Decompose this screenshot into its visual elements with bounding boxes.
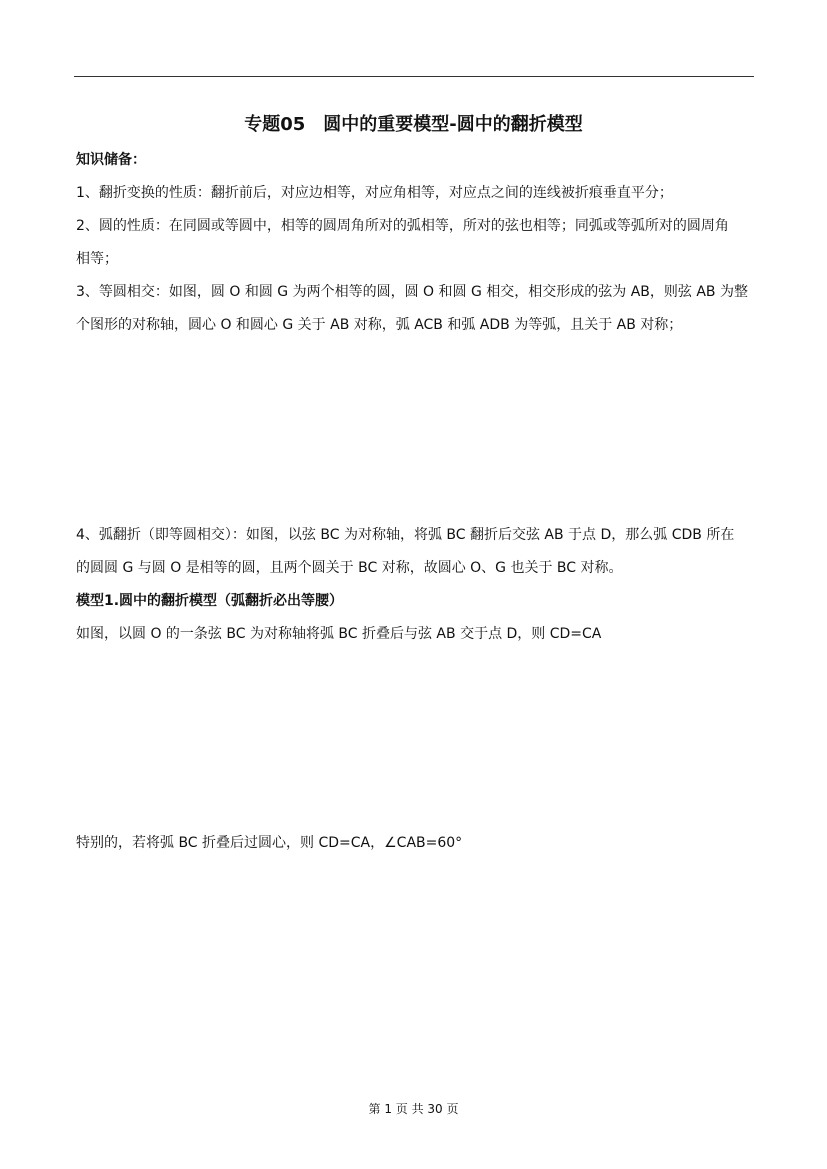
label-g: G xyxy=(254,429,265,445)
label-b: B xyxy=(219,775,229,791)
page-footer: 第 1 页 共 30 页 xyxy=(368,1102,459,1116)
label-c: C xyxy=(425,374,436,390)
label-d: D xyxy=(127,784,138,800)
text-line: 如图，以圆 O 的一条弦 BC 为对称轴将弧 BC 折叠后与弦 AB 交于点 D，则 CD=CA xyxy=(76,626,602,642)
label-b: B xyxy=(189,485,199,501)
label-d: D xyxy=(386,773,397,789)
page-title: 专题05 圆中的重要模型-圆中的翻折模型 xyxy=(244,114,583,135)
label-a: A xyxy=(78,946,85,957)
label-a: A xyxy=(334,765,344,781)
label-d: D xyxy=(454,874,462,885)
label-c: C xyxy=(164,414,175,430)
label-c: C xyxy=(374,880,381,891)
label-d: D xyxy=(201,869,209,880)
label-d: D xyxy=(450,476,461,492)
label-a: A xyxy=(336,946,343,957)
text-line: 个图形的对称轴，圆心 O 和圆心 G 关于 AB 对称，弧 ACB 和弧 ADB 为等弧，且关于 AB 对称； xyxy=(76,317,683,333)
text-line: 2、圆的性质：在同圆或等圆中，相等的圆周角所对的弧相等，所对的弦也相等；同弧或等弧所对的圆周角 xyxy=(76,218,729,234)
label-d: D xyxy=(220,414,231,430)
label-o: O xyxy=(159,748,170,764)
text-line: 特别的，若将弧 BC 折叠后过圆心，则 CD=CA，∠CAB=60° xyxy=(76,835,463,851)
text-line: 4、弧翻折（即等圆相交）：如图，以弦 BC 为对称轴，将弧 BC 翻折后交弦 AB 于点 D，那么弧 CDB 所在 xyxy=(76,527,735,543)
label-b: B xyxy=(481,767,491,783)
label-b: B xyxy=(543,467,553,483)
section-heading: 知识储备： xyxy=(76,152,146,168)
label-a: A xyxy=(192,362,202,378)
label-o: O xyxy=(131,429,142,445)
text-line: 3、等圆相交：如图，圆 O 和圆 G 为两个相等的圆，圆 O 和圆 G 相交，相交形成的弦为 AB，则弦 AB 为整 xyxy=(76,284,748,300)
label-g: G xyxy=(183,721,194,737)
label-c: C xyxy=(363,672,374,688)
header-rule xyxy=(74,76,754,77)
text-line: 的圆圆 G 与圆 O 是相等的圆，且两个圆关于 BC 对称，故圆心 O、G 也关于 BC 对称。 xyxy=(76,560,623,576)
label-c: C xyxy=(103,685,114,701)
label-a: A xyxy=(76,777,86,793)
label-o: O xyxy=(484,439,495,455)
label-o: O xyxy=(415,956,423,967)
label-b: B xyxy=(497,946,504,957)
label-b: B xyxy=(250,946,257,957)
text-line: 相等； xyxy=(76,251,118,267)
label-o: O xyxy=(163,956,171,967)
model-heading: 模型1.圆中的翻折模型（弧翻折必出等腰） xyxy=(76,593,344,609)
label-o: O xyxy=(418,735,429,751)
label-c: C xyxy=(121,872,128,883)
label-a: A xyxy=(400,468,410,484)
text-line: 1、翻折变换的性质：翻折前后，对应边相等，对应角相等，对应点之间的连线被折痕垂直平分； xyxy=(76,185,673,201)
label-g: G xyxy=(506,411,517,427)
